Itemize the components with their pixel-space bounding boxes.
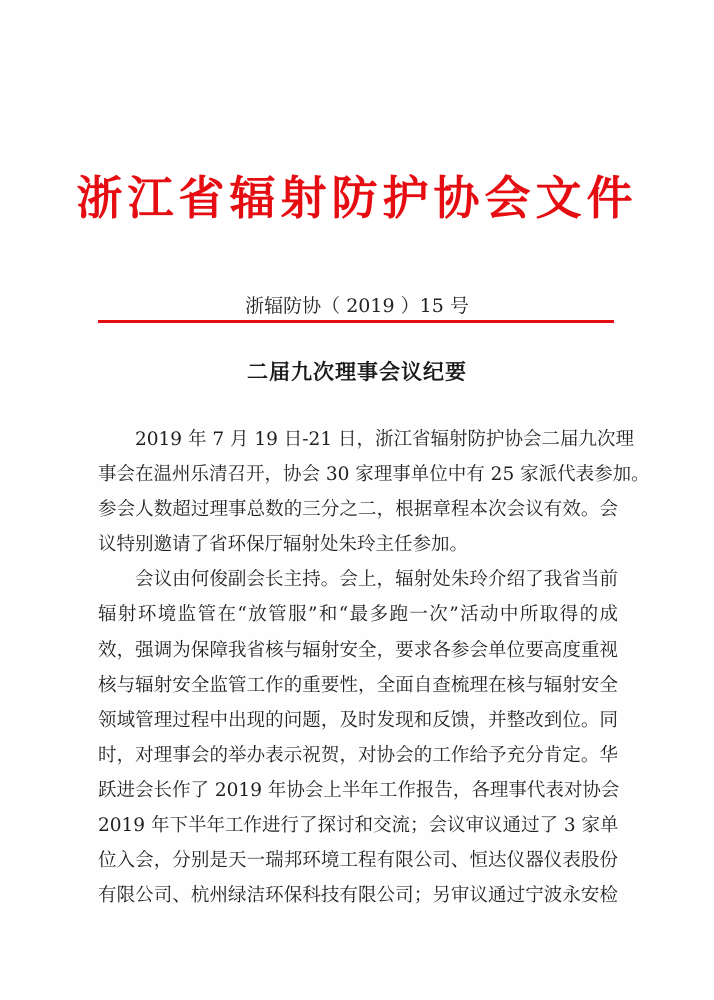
red-divider-line <box>98 320 614 323</box>
document-number: 浙辐防协（ 2019 ）15 号 <box>245 295 469 317</box>
document-body <box>98 422 650 913</box>
paragraph-line: 会议由何俊副会长主持。会上，辐射处朱玲介绍了我省当前 <box>135 569 618 591</box>
document-header-title: 浙江省辐射防护协会文件 <box>76 171 638 225</box>
paragraph-line: 辐射环境监管在“放管服”和“最多跑一次”活动中所取得的成 <box>98 604 618 626</box>
document-subtitle: 二届九次理事会议纪要 <box>247 360 467 384</box>
paragraph-line: 议特别邀请了省环保厅辐射处朱玲主任参加。 <box>98 534 469 556</box>
paragraph-line: 跃进会长作了 2019 年协会上半年工作报告，各理事代表对协会 <box>98 779 620 801</box>
paragraph-line: 2019 年 7 月 19 日-21 日，浙江省辐射防护协会二届九次理 <box>135 429 634 450</box>
paragraph-line: 效，强调为保障我省核与辐射安全，要求各参会单位要高度重视 <box>98 639 618 661</box>
paragraph-line: 领域管理过程中出现的问题，及时发现和反馈，并整改到位。同 <box>98 709 618 731</box>
paragraph-line: 有限公司、杭州绿洁环保科技有限公司；另审议通过宁波永安检 <box>98 885 618 907</box>
paragraph-line: 时，对理事会的举办表示祝贺，对协会的工作给予充分肯定。华 <box>98 744 618 766</box>
paragraph-line: 2019 年下半年工作进行了探讨和交流；会议审议通过了 3 家单 <box>98 815 619 837</box>
paragraph-1 <box>98 422 650 562</box>
paragraph-line: 事会在温州乐清召开，协会 30 家理事单位中有 25 家派代表参加。 <box>98 464 650 486</box>
paragraph-line: 参会人数超过理事总数的三分之二，根据章程本次会议有效。会 <box>98 499 618 521</box>
paragraph-line: 位入会，分别是天一瑞邦环境工程有限公司、恒达仪器仪表股份 <box>98 850 618 872</box>
paragraph-line: 核与辐射安全监管工作的重要性，全面自查梳理在核与辐射安全 <box>98 674 618 696</box>
paragraph-2 <box>98 562 618 913</box>
